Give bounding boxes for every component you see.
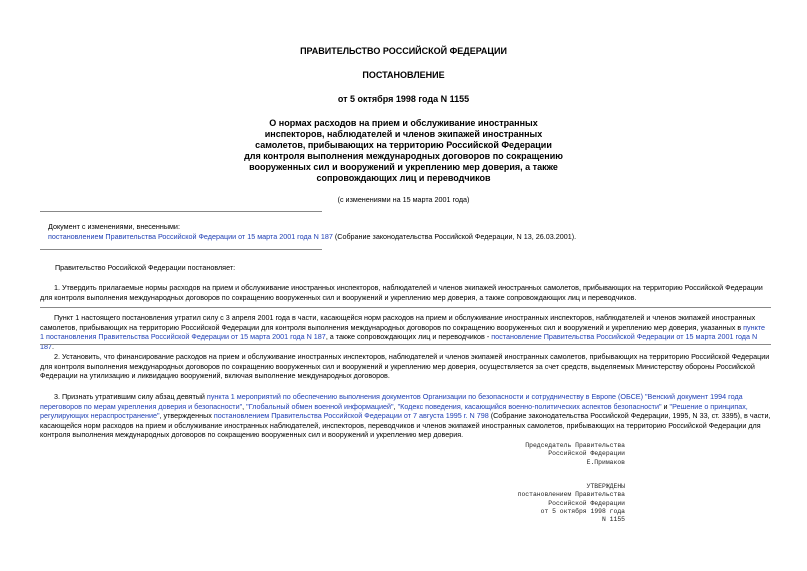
note-link-pkt1[interactable]: пункте 1 постановления Правительства Российской Федерации от 15 марта 2001 года N 187 — [40, 322, 766, 341]
p3-link-measures[interactable]: пункта 1 мероприятий по обеспечению выполнения документов Организации по безопасности и сотрудничеству в Европе (ОБСЕ) "Венский документ 1994 года переговоров по мерам укрепления доверия и безопасности" — [40, 392, 743, 411]
signature-block: Председатель Правительства Российской Федерации Е.Примаков — [525, 442, 625, 466]
note-divider-bottom — [40, 344, 771, 345]
revision-note: (с изменениями на 15 марта 2001 года) — [337, 195, 470, 204]
paragraph-3: 3. Признать утратившим силу абзац девятый пункта 1 мероприятий по обеспечению выполнения документов Организации по безопасности и сотрудничеству в Европе (ОБСЕ) "Венский документ 1994 года переговоров по мерам укрепления доверия и безопасности", "Глобальный обмен военной информацией", "Кодекс поведения, касающийся военно-политических аспектов безопасности" и "Решение о принципах, регулирующих нераспространение", утвержденных постановлением Правительства Российской Федерации от 7 августа 1995 г. N 798 (Собрание законодательства Российской Федерации, 1995, N 33, ст. 3395), в части, касающейся норм расходов на прием и обслуживание иностранных наблюдателей, инспекторов, переводчиков и членов экипажей иностранных самолетов, прибывающих на территорию Российской Федерации для контроля выполнения международных договоров по сокращению вооруженных сил и вооружений и укреплению мер доверия. — [40, 392, 771, 439]
title-line: сопровождающих лиц и переводчиков — [316, 173, 491, 183]
decree-intro: Правительство Российской Федерации постановляет: — [55, 263, 236, 272]
p3-link-decree-798[interactable]: постановлением Правительства Российской Федерации от 7 августа 1995 г. N 798 — [213, 411, 489, 420]
approval-block: УТВЕРЖДЕНЫ постановлением Правительства Российской Федерации от 5 октября 1998 года N 1155 — [517, 483, 625, 524]
amendment-link[interactable]: постановлением Правительства Российской Федерации от 15 марта 2001 года N 187 — [48, 231, 333, 241]
divider-bottom — [40, 249, 322, 250]
amendments-block — [48, 222, 768, 241]
title-line: самолетов, прибывающих на территорию Российской Федерации — [255, 140, 552, 150]
title-line: вооруженных сил и вооружений и укреплению мер доверия, а также — [249, 162, 558, 172]
note-link-decree[interactable]: постановление Правительства Российской Федерации от 15 марта 2001 года N 187 — [40, 332, 758, 351]
title-line: О нормах расходов на прием и обслуживание иностранных — [269, 118, 538, 128]
p3-link-exchange[interactable]: "Глобальный обмен военной информацией" — [246, 401, 394, 411]
note-divider-top — [40, 307, 771, 308]
amendment-source: (Собрание законодательства Российской Федерации, N 13, 26.03.2001). — [332, 231, 577, 241]
title-line: инспекторов, наблюдателей и членов экипажей иностранных — [264, 129, 543, 139]
doc-date: от 5 октября 1998 года N 1155 — [337, 94, 470, 104]
document-title — [0, 118, 807, 184]
p3-link-code[interactable]: "Кодекс поведения, касающийся военно-политических аспектов безопасности" — [397, 401, 662, 411]
paragraph-2: 2. Установить, что финансирование расходов на прием и обслуживание иностранных инспекторов, наблюдателей и членов экипажей иностранных самолетов, прибывающих на территорию Российской Федерации для контроля выполнения международных договоров по сокращению вооруженных сил и вооружений и укреплению мер доверия, осуществляется за счет средств, выделяемых Министерству обороны Российской Федерации на утилизацию и ликвидацию вооружений, включая выполнение международных договоров. — [40, 352, 770, 380]
org-title: ПРАВИТЕЛЬСТВО РОССИЙСКОЙ ФЕДЕРАЦИИ — [300, 46, 507, 56]
revision-note-paragraph: Пункт 1 настоящего постановления утратил силу с 3 апреля 2001 года в части, касающейся норм расходов на прием и обслуживание иностранных инспекторов, наблюдателей и членов экипажей иностранных самолетов, прибывающих на территорию Российской Федерации для контроля выполнения международных договоров по сокращению вооруженных сил и вооружений и укреплению мер доверия, указанных в пункте 1 постановления Правительства Российской Федерации от 15 марта 2001 года N 187, а также сопровождающих лиц и переводчиков - постановление Правительства Российской Федерации от 15 марта 2001 года N 187. — [40, 313, 766, 351]
amendments-intro: Документ с изменениями, внесенными: — [48, 222, 180, 231]
divider-top — [40, 211, 322, 212]
title-line: для контроля выполнения международных договоров по сокращению — [244, 151, 563, 161]
paragraph-1: 1. Утвердить прилагаемые нормы расходов на прием и обслуживание иностранных инспекторов, наблюдателей и членов экипажей иностранных самолетов, прибывающих на территорию Российской Федерации для контроля выполнения международных договоров по сокращению вооруженных сил и вооружений и укреплению мер доверия, а также сопровождающих лиц и переводчиков. — [40, 283, 763, 302]
doc-type: ПОСТАНОВЛЕНИЕ — [362, 70, 445, 80]
p3-link-decision[interactable]: "Решение о принципах, регулирующих нераспространение" — [40, 401, 748, 420]
